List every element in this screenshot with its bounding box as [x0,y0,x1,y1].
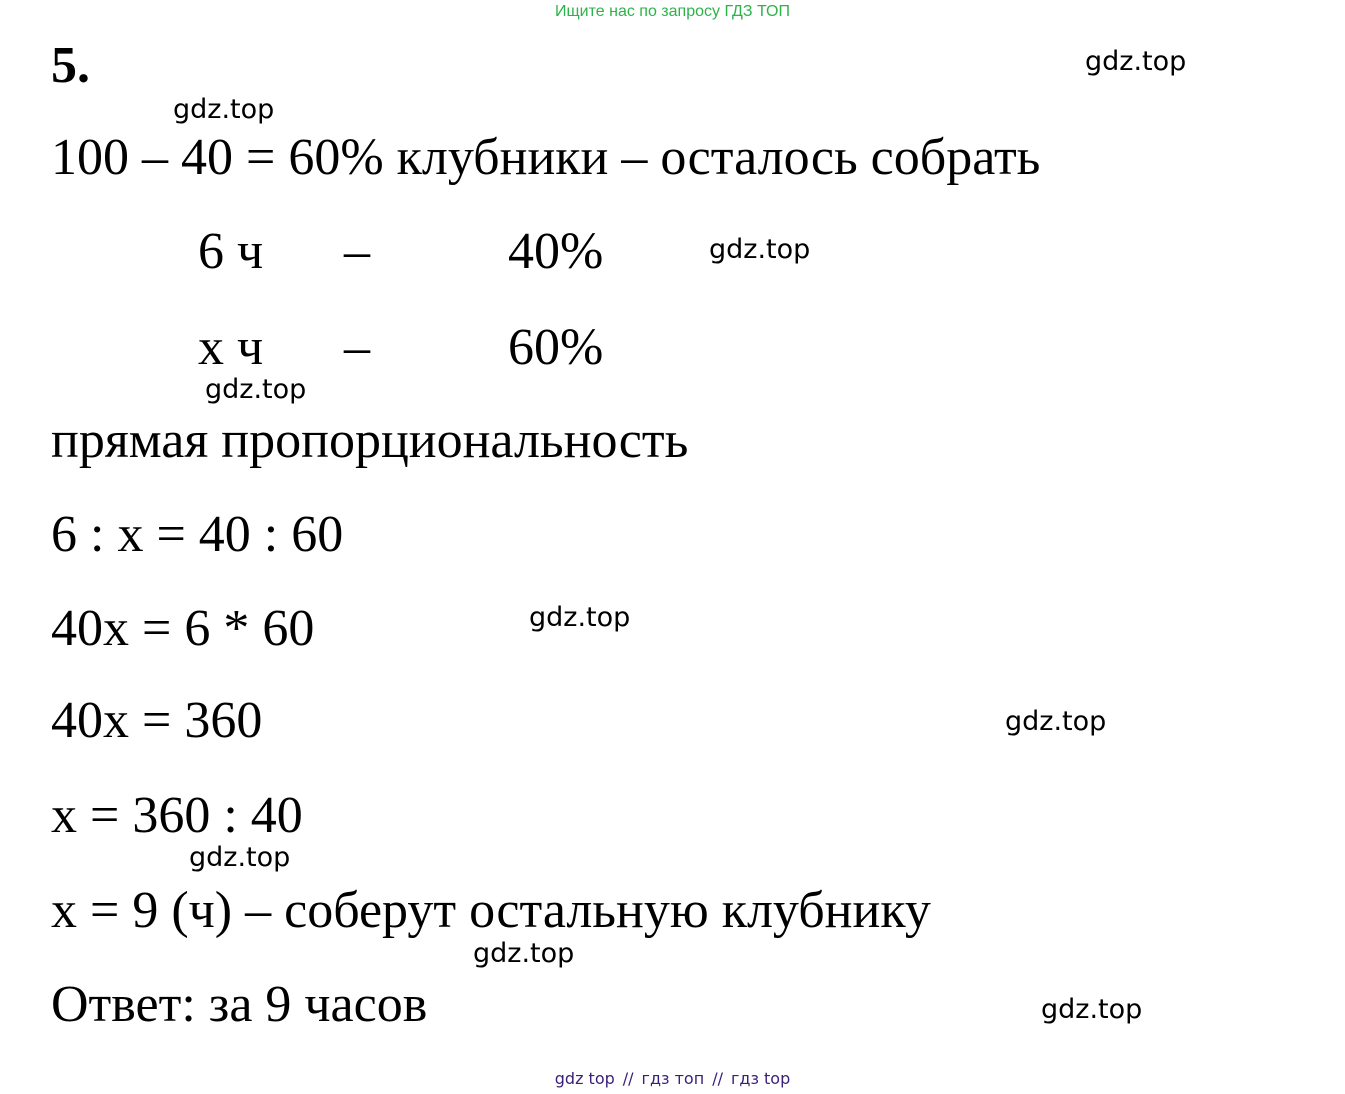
equation-1: 6 : х = 40 : 60 [51,506,344,563]
proportion-row2-dash: – [344,319,370,376]
watermark: gdz.top [205,374,307,405]
footer-link-gdz-top-mixed[interactable]: гдз top [730,1069,791,1088]
equation-3: 40х = 360 [51,692,263,749]
watermark: gdz.top [1041,994,1143,1025]
watermark: gdz.top [189,842,291,873]
watermark: gdz.top [173,94,275,125]
footer-link-gdz-top-cyrillic[interactable]: гдз топ [641,1069,705,1088]
solution-line-1: 100 – 40 = 60% клубники – осталось собрать [51,129,1041,186]
proportionality-type: прямая пропорциональность [51,412,689,469]
proportion-row1-dash: – [344,223,370,280]
task-number: 5. [51,37,90,94]
answer-line: Ответ: за 9 часов [51,976,428,1033]
equation-4: х = 360 : 40 [51,787,303,844]
watermark: gdz.top [1085,46,1187,77]
equation-2: 40х = 6 * 60 [51,600,315,657]
equation-5: х = 9 (ч) – соберут остальную клубнику [51,882,931,939]
proportion-row2-right: 60% [508,319,604,376]
footer-separator: // [622,1069,634,1088]
proportion-row1-right: 40% [508,223,604,280]
watermark: gdz.top [709,234,811,265]
footer-links [0,1068,1345,1090]
watermark: gdz.top [1005,706,1107,737]
watermark: gdz.top [529,602,631,633]
header-banner: Ищите нас по запросу ГДЗ ТОП [555,3,790,20]
footer-link-gdz-top[interactable]: gdz top [554,1069,615,1088]
proportion-row1-left: 6 ч [198,223,264,280]
footer-separator: // [712,1069,723,1088]
proportion-row2-left: х ч [198,319,264,376]
watermark: gdz.top [473,938,575,969]
